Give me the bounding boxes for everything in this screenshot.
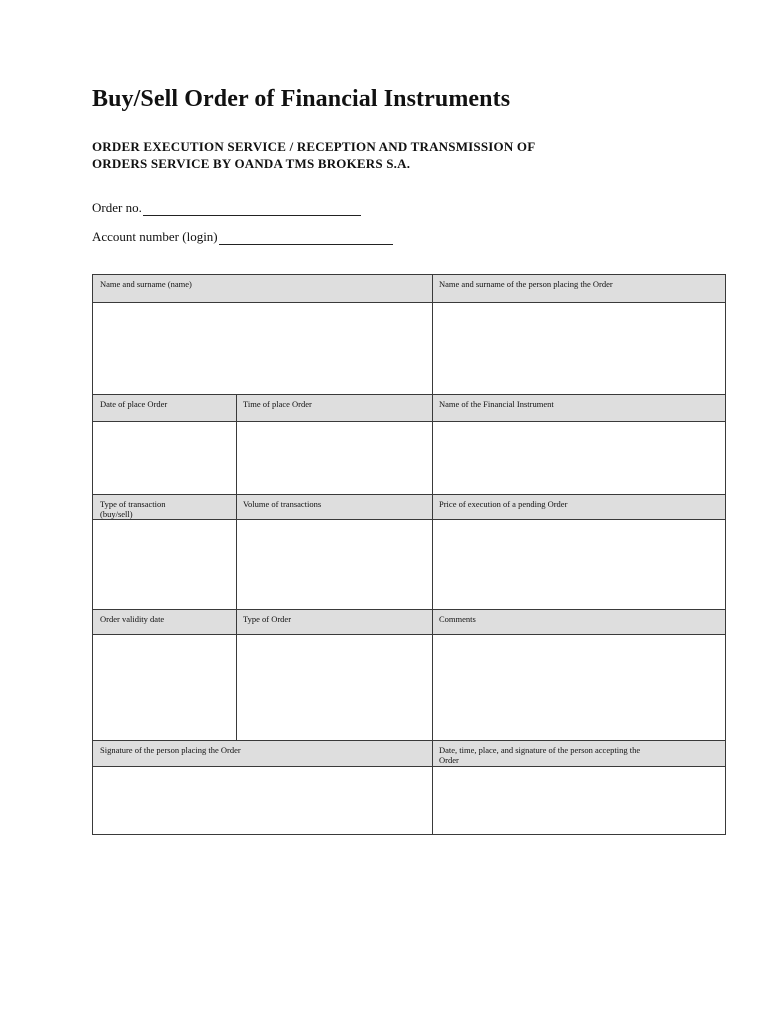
account-number-blank[interactable] <box>219 233 393 245</box>
header-order-validity-date-label: Order validity date <box>100 614 165 624</box>
header-signature-placing-label: Signature of the person placing the Order <box>100 745 241 755</box>
input-signature-placing[interactable] <box>93 767 432 834</box>
input-person-placing-name[interactable] <box>432 303 725 394</box>
header-order-validity-date <box>93 609 236 635</box>
input-type-of-transaction[interactable] <box>93 520 236 609</box>
header-date-of-place-order <box>93 394 236 422</box>
header-price-pending-order <box>432 494 725 520</box>
document-subtitle <box>92 138 535 172</box>
column-divider-left <box>236 394 237 740</box>
input-time-of-place-order[interactable] <box>236 422 432 494</box>
order-number-label: Order no. <box>92 200 142 215</box>
input-price-pending-order[interactable] <box>432 520 725 609</box>
input-name-and-surname[interactable] <box>93 303 432 394</box>
order-form-table <box>92 274 726 835</box>
header-type-of-transaction-line-2: (buy/sell) <box>100 509 133 519</box>
header-financial-instrument-label: Name of the Financial Instrument <box>439 399 554 409</box>
header-type-of-transaction-line-1: Type of transaction <box>100 499 166 509</box>
column-divider-right <box>432 275 433 834</box>
header-accepting-signature-line-1: Date, time, place, and signature of the person accepting the <box>439 745 641 755</box>
input-volume-of-transactions[interactable] <box>236 520 432 609</box>
header-person-placing-name <box>432 275 725 303</box>
account-number-label: Account number (login) <box>92 229 218 244</box>
header-accepting-signature <box>432 740 725 767</box>
page-title: Buy/Sell Order of Financial Instruments <box>92 86 511 112</box>
subtitle-line-2: ORDERS SERVICE BY OANDA TMS BROKERS S.A. <box>92 156 411 171</box>
header-financial-instrument <box>432 394 725 422</box>
header-type-of-order-label: Type of Order <box>243 614 292 624</box>
header-comments <box>432 609 725 635</box>
header-comments-label: Comments <box>439 614 476 624</box>
header-time-of-place-order-label: Time of place Order <box>243 399 312 409</box>
header-volume-of-transactions <box>236 494 432 520</box>
header-time-of-place-order <box>236 394 432 422</box>
header-name-and-surname-label: Name and surname (name) <box>100 279 192 289</box>
input-order-validity-date[interactable] <box>93 635 236 740</box>
header-signature-placing <box>93 740 432 767</box>
input-comments[interactable] <box>432 635 725 740</box>
order-number-blank[interactable] <box>143 204 361 216</box>
order-number-field <box>92 200 361 216</box>
input-financial-instrument[interactable] <box>432 422 725 494</box>
header-volume-of-transactions-label: Volume of transactions <box>243 499 322 509</box>
header-name-and-surname <box>93 275 432 303</box>
header-date-of-place-order-label: Date of place Order <box>100 399 168 409</box>
header-person-placing-name-label: Name and surname of the person placing the Order <box>439 279 613 289</box>
input-date-of-place-order[interactable] <box>93 422 236 494</box>
account-number-field <box>92 229 393 245</box>
input-accepting-signature[interactable] <box>432 767 725 834</box>
header-type-of-transaction <box>93 494 236 520</box>
header-price-pending-order-label: Price of execution of a pending Order <box>439 499 568 509</box>
subtitle-line-1: ORDER EXECUTION SERVICE / RECEPTION AND TRANSMISSION OF <box>92 139 536 154</box>
input-type-of-order[interactable] <box>236 635 432 740</box>
header-type-of-order <box>236 609 432 635</box>
header-accepting-signature-line-2: Order <box>439 755 459 765</box>
